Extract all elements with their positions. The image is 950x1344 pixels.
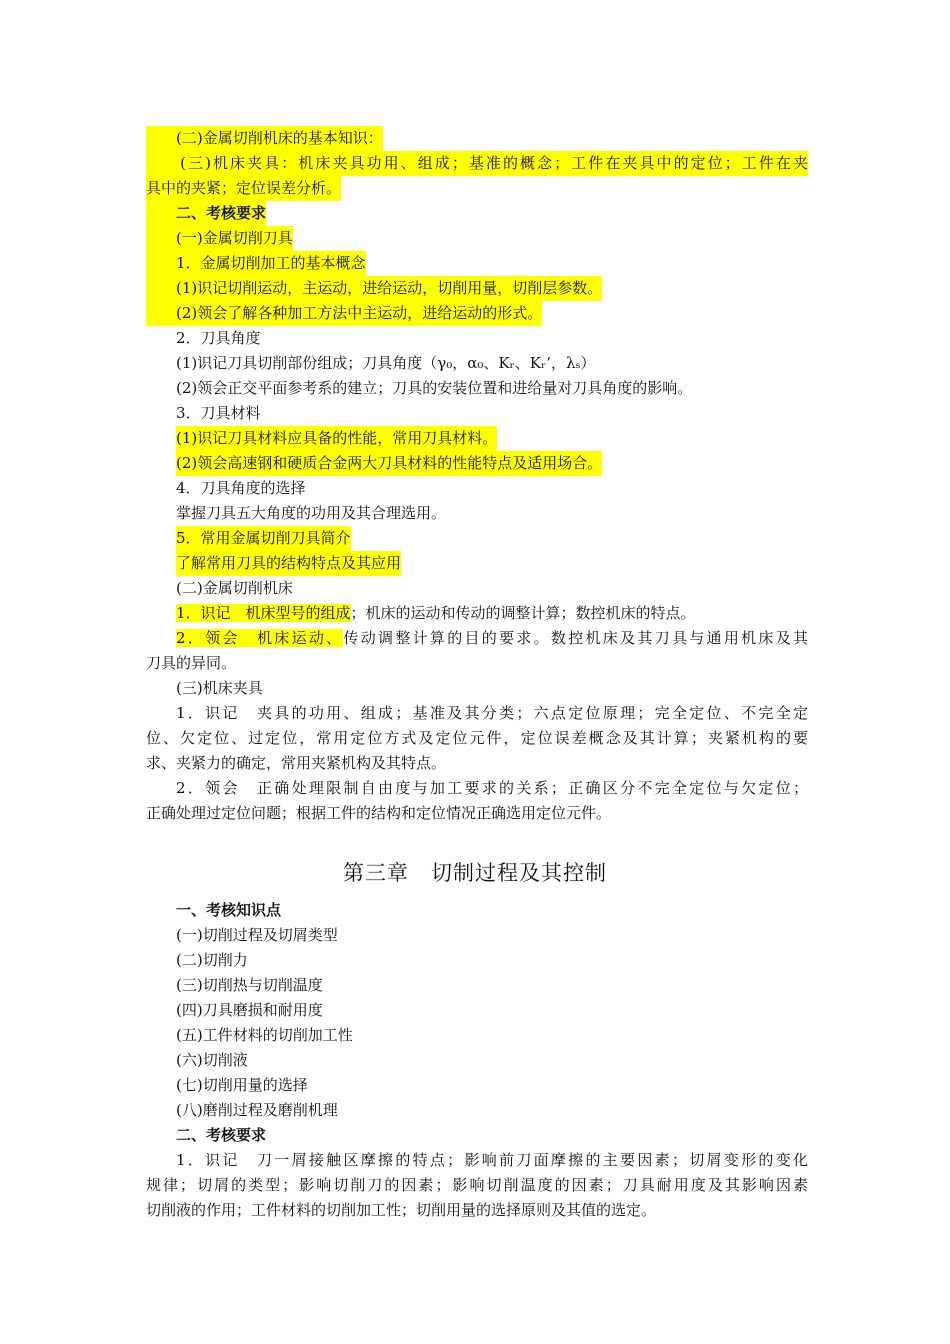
knowledge-point-3-line2: 具中的夹紧；定位误差分析。 xyxy=(146,176,341,201)
subsection-fixtures: (三)机床夹具 xyxy=(176,679,263,697)
chapter-3-requirements-heading: 二、考核要求 xyxy=(176,1126,267,1144)
knowledge-point-3-line1: (三)机床夹具：机床夹具功用、组成；基准的概念；工件在夹具中的定位；工件在夹 xyxy=(146,151,808,176)
item-1-a: (1)识记切削运动，主运动，进给运动，切削用量，切削层参数。 xyxy=(146,276,602,301)
fixtures-item-2-line1: 2．领会 正确处理限制自由度与加工要求的关系；正确区分不完全定位与欠定位； xyxy=(176,779,808,797)
fixtures-item-1-line2: 位、欠定位、过定位，常用定位方式及定位元件，定位误差概念及其计算；夹紧机构的要 xyxy=(146,729,808,747)
fixtures-item-1-line3: 求、夹紧力的确定，常用夹紧机构及其特点。 xyxy=(146,754,447,772)
machine-item-2-line1: 2．领会 机床运动、传动调整计算的目的要求。数控机床及其刀具与通用机床及其 xyxy=(176,629,808,647)
fixtures-item-2-line2: 正确处理过定位问题；根据工件的结构和定位情况正确选用定位元件。 xyxy=(146,804,612,822)
chapter-3-requirement-line1: 1．识记 刀一屑接触区摩擦的特点；影响前刀面摩擦的主要因素；切屑变形的变化 xyxy=(176,1151,808,1169)
item-4-angle-selection: 4．刀具角度的选择 xyxy=(176,479,306,497)
chapter-3-knowledge-item: (五)工件材料的切削加工性 xyxy=(176,1026,353,1044)
chapter-3-knowledge-item: (七)切削用量的选择 xyxy=(176,1076,308,1094)
item-5-common-tools: 5．常用金属切削刀具简介 xyxy=(176,526,351,551)
item-3-b: (2)领会高速钢和硬质合金两大刀具材料的性能特点及适用场合。 xyxy=(176,451,602,476)
item-5-a: 了解常用刀具的结构特点及其应用 xyxy=(176,551,401,576)
item-2-a: (1)识记刀具切削部份组成；刀具角度（γ₀，α₀、Kᵣ、Kᵣ’，λₛ） xyxy=(176,354,596,372)
chapter-3-knowledge-item: (八)磨削过程及磨削机理 xyxy=(176,1101,338,1119)
knowledge-point-2: (二)金属切削机床的基本知识： xyxy=(146,126,383,151)
fixtures-item-1-line1: 1．识记 夹具的功用、组成；基准及其分类；六点定位原理；完全定位、不完全定 xyxy=(176,704,808,722)
chapter-3-knowledge-item: (三)切削热与切削温度 xyxy=(176,976,323,994)
subsection-machine-tools: (二)金属切削机床 xyxy=(176,579,293,597)
item-3-a: (1)识记刀具材料应具备的性能，常用刀具材料。 xyxy=(176,426,497,451)
chapter-3-requirement-line2: 规律；切屑的类型；影响切削刀的因素；影响切削温度的因素；刀具耐用度及其影响因素 xyxy=(146,1176,808,1194)
item-3-tool-materials: 3．刀具材料 xyxy=(176,404,261,422)
item-1-b: (2)领会了解各种加工方法中主运动，进给运动的形式。 xyxy=(146,301,542,326)
item-4-a: 掌握刀具五大角度的功用及其合理选用。 xyxy=(176,504,447,522)
chapter-3-knowledge-item: (四)刀具磨损和耐用度 xyxy=(176,1001,323,1019)
item-1-basic-concepts: 1．金属切削加工的基本概念 xyxy=(146,251,366,276)
section-heading-requirements: 二、考核要求 xyxy=(146,201,266,226)
chapter-3-title: 第三章 切制过程及其控制 xyxy=(343,861,607,885)
item-2-tool-angles: 2．刀具角度 xyxy=(176,329,261,347)
machine-item-1: 1．识记 机床型号的组成；机床的运动和传动的调整计算；数控机床的特点。 xyxy=(176,604,696,622)
chapter-3-knowledge-item: (一)切削过程及切屑类型 xyxy=(176,926,338,944)
chapter-3-knowledge-heading: 一、考核知识点 xyxy=(176,901,282,919)
chapter-3-knowledge-item: (六)切削液 xyxy=(176,1051,248,1069)
item-2-b: (2)领会正交平面参考系的建立；刀具的安装位置和进给量对刀具角度的影响。 xyxy=(176,379,693,397)
chapter-3-knowledge-item: (二)切削力 xyxy=(176,951,248,969)
subsection-cutting-tools: (一)金属切削刀具 xyxy=(146,226,293,251)
chapter-3-requirement-line3: 切削液的作用；工件材料的切削加工性；切削用量的选择原则及其值的选定。 xyxy=(146,1201,657,1219)
machine-item-2-line2: 刀具的异同。 xyxy=(146,654,237,672)
